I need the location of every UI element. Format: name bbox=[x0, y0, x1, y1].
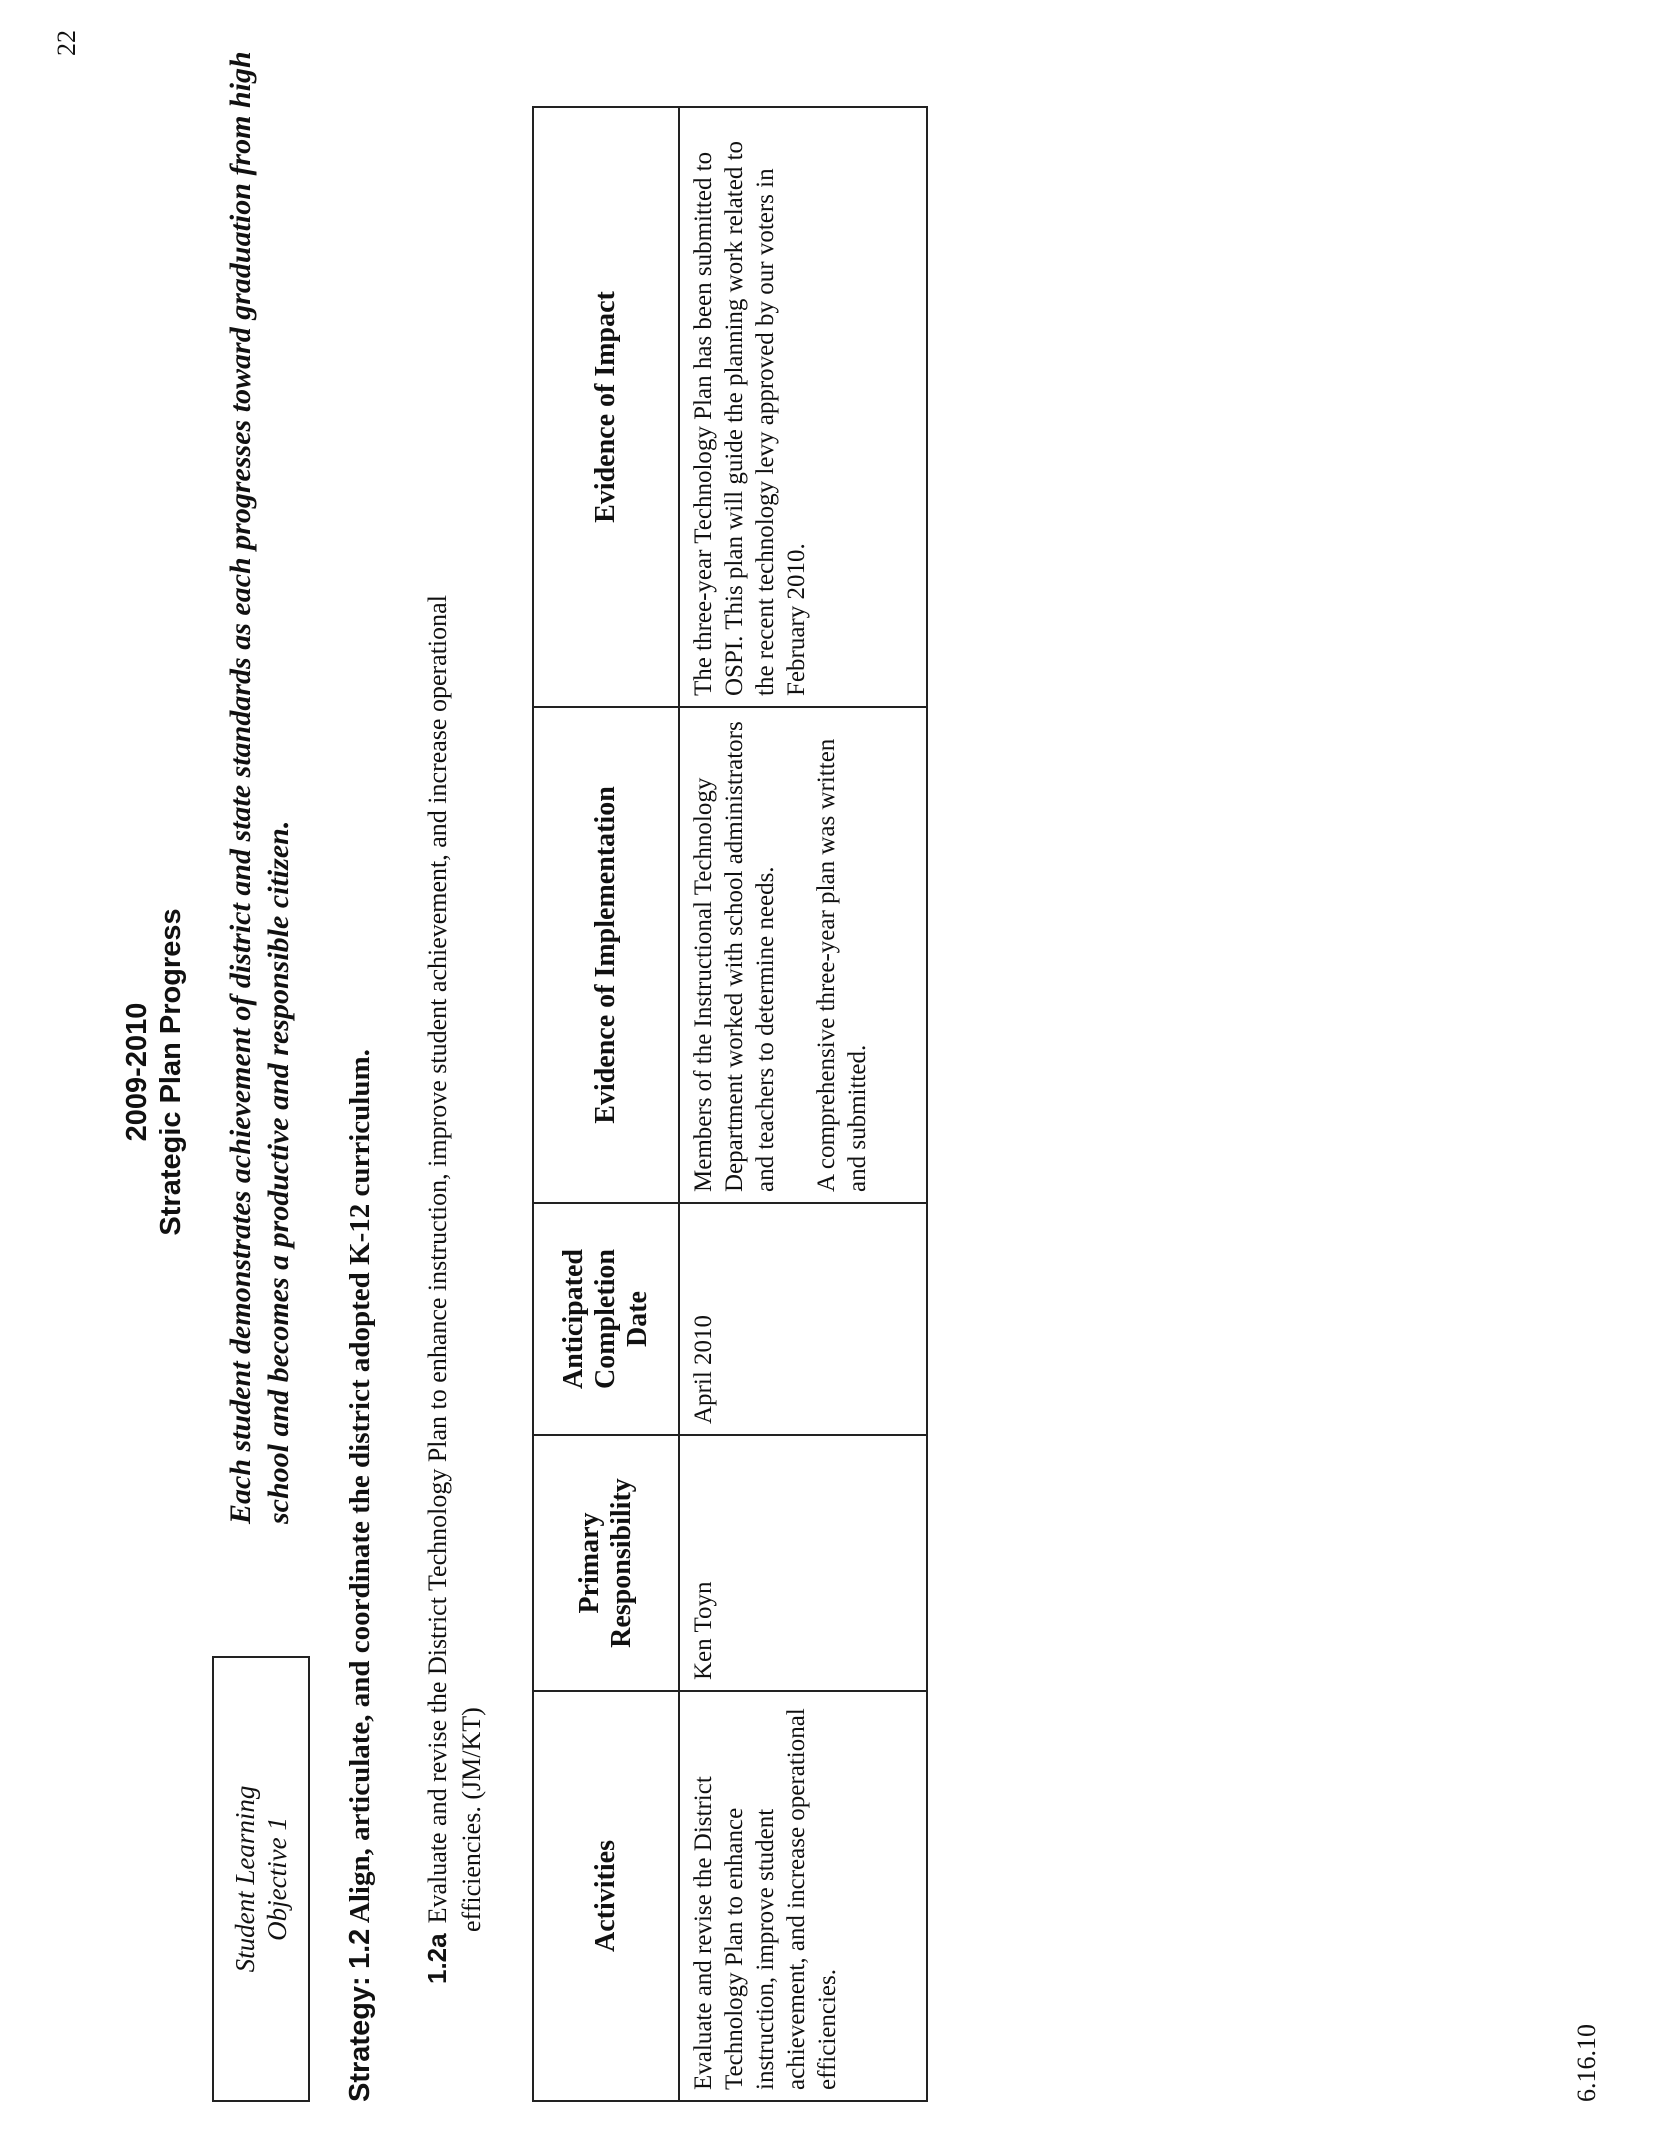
strategy-label: Strategy: bbox=[344, 1976, 376, 2102]
implementation-paragraph-1: Members of the Instructional Technology Department worked with school administrators and teachers to determine needs. bbox=[690, 721, 779, 1192]
footer-date: 6.16.10 bbox=[1572, 2024, 1601, 2102]
substrategy-text-line2: efficiencies. (JM/KT) bbox=[457, 1707, 486, 1932]
cell-implementation bbox=[679, 707, 927, 1203]
table-header-row bbox=[533, 107, 679, 2101]
implementation-paragraph-2: A comprehensive three-year plan was written and submitted. bbox=[813, 738, 871, 1192]
cell-completion: April 2010 bbox=[679, 1203, 927, 1435]
substrategy-code: 1.2a bbox=[422, 1933, 452, 1984]
header-impact: Evidence of Impact bbox=[533, 107, 679, 707]
objective-label-line1: Student Learning bbox=[230, 1785, 260, 1973]
header-implementation: Evidence of Implementation bbox=[533, 707, 679, 1203]
table-row bbox=[679, 107, 927, 2101]
page-number: 22 bbox=[52, 30, 81, 56]
substrategy-text-line1: Evaluate and revise the District Technology Plan to enhance instruction, improve student achievement, and increase operational bbox=[423, 595, 452, 1924]
header-activities: Activities bbox=[533, 1691, 679, 2101]
header-year: 2009-2010 bbox=[121, 1002, 153, 1142]
strategy-code: 1.2 bbox=[344, 1928, 376, 1970]
header-completion-date: Anticipated Completion Date bbox=[533, 1203, 679, 1435]
strategy-line bbox=[344, 1049, 377, 2102]
page-header bbox=[120, 0, 188, 2144]
objective-statement: Each student demonstrates achievement of district and state standards as each progresses toward graduation from high school and becomes a productive and responsible citizen. bbox=[224, 51, 295, 1524]
strategy-text: Align, articulate, and coordinate the district adopted K-12 curriculum. bbox=[344, 1049, 376, 1924]
objective-label-box bbox=[212, 1656, 310, 2102]
substrategy bbox=[420, 104, 489, 1984]
cell-responsibility: Ken Toyn bbox=[679, 1435, 927, 1691]
objective-label-line2: Objective 1 bbox=[262, 1817, 292, 1941]
header-responsibility: Primary Responsibility bbox=[533, 1435, 679, 1691]
cell-impact: The three-year Technology Plan has been submitted to OSPI. This plan will guide the planning work related to the recent technology levy approved by our voters in February 2010. bbox=[679, 107, 927, 707]
header-title: Strategic Plan Progress bbox=[155, 908, 187, 1236]
cell-activities: Evaluate and revise the District Technology Plan to enhance instruction, improve student achievement, and increase operational efficiencies. bbox=[679, 1691, 927, 2101]
progress-table bbox=[532, 106, 928, 2102]
